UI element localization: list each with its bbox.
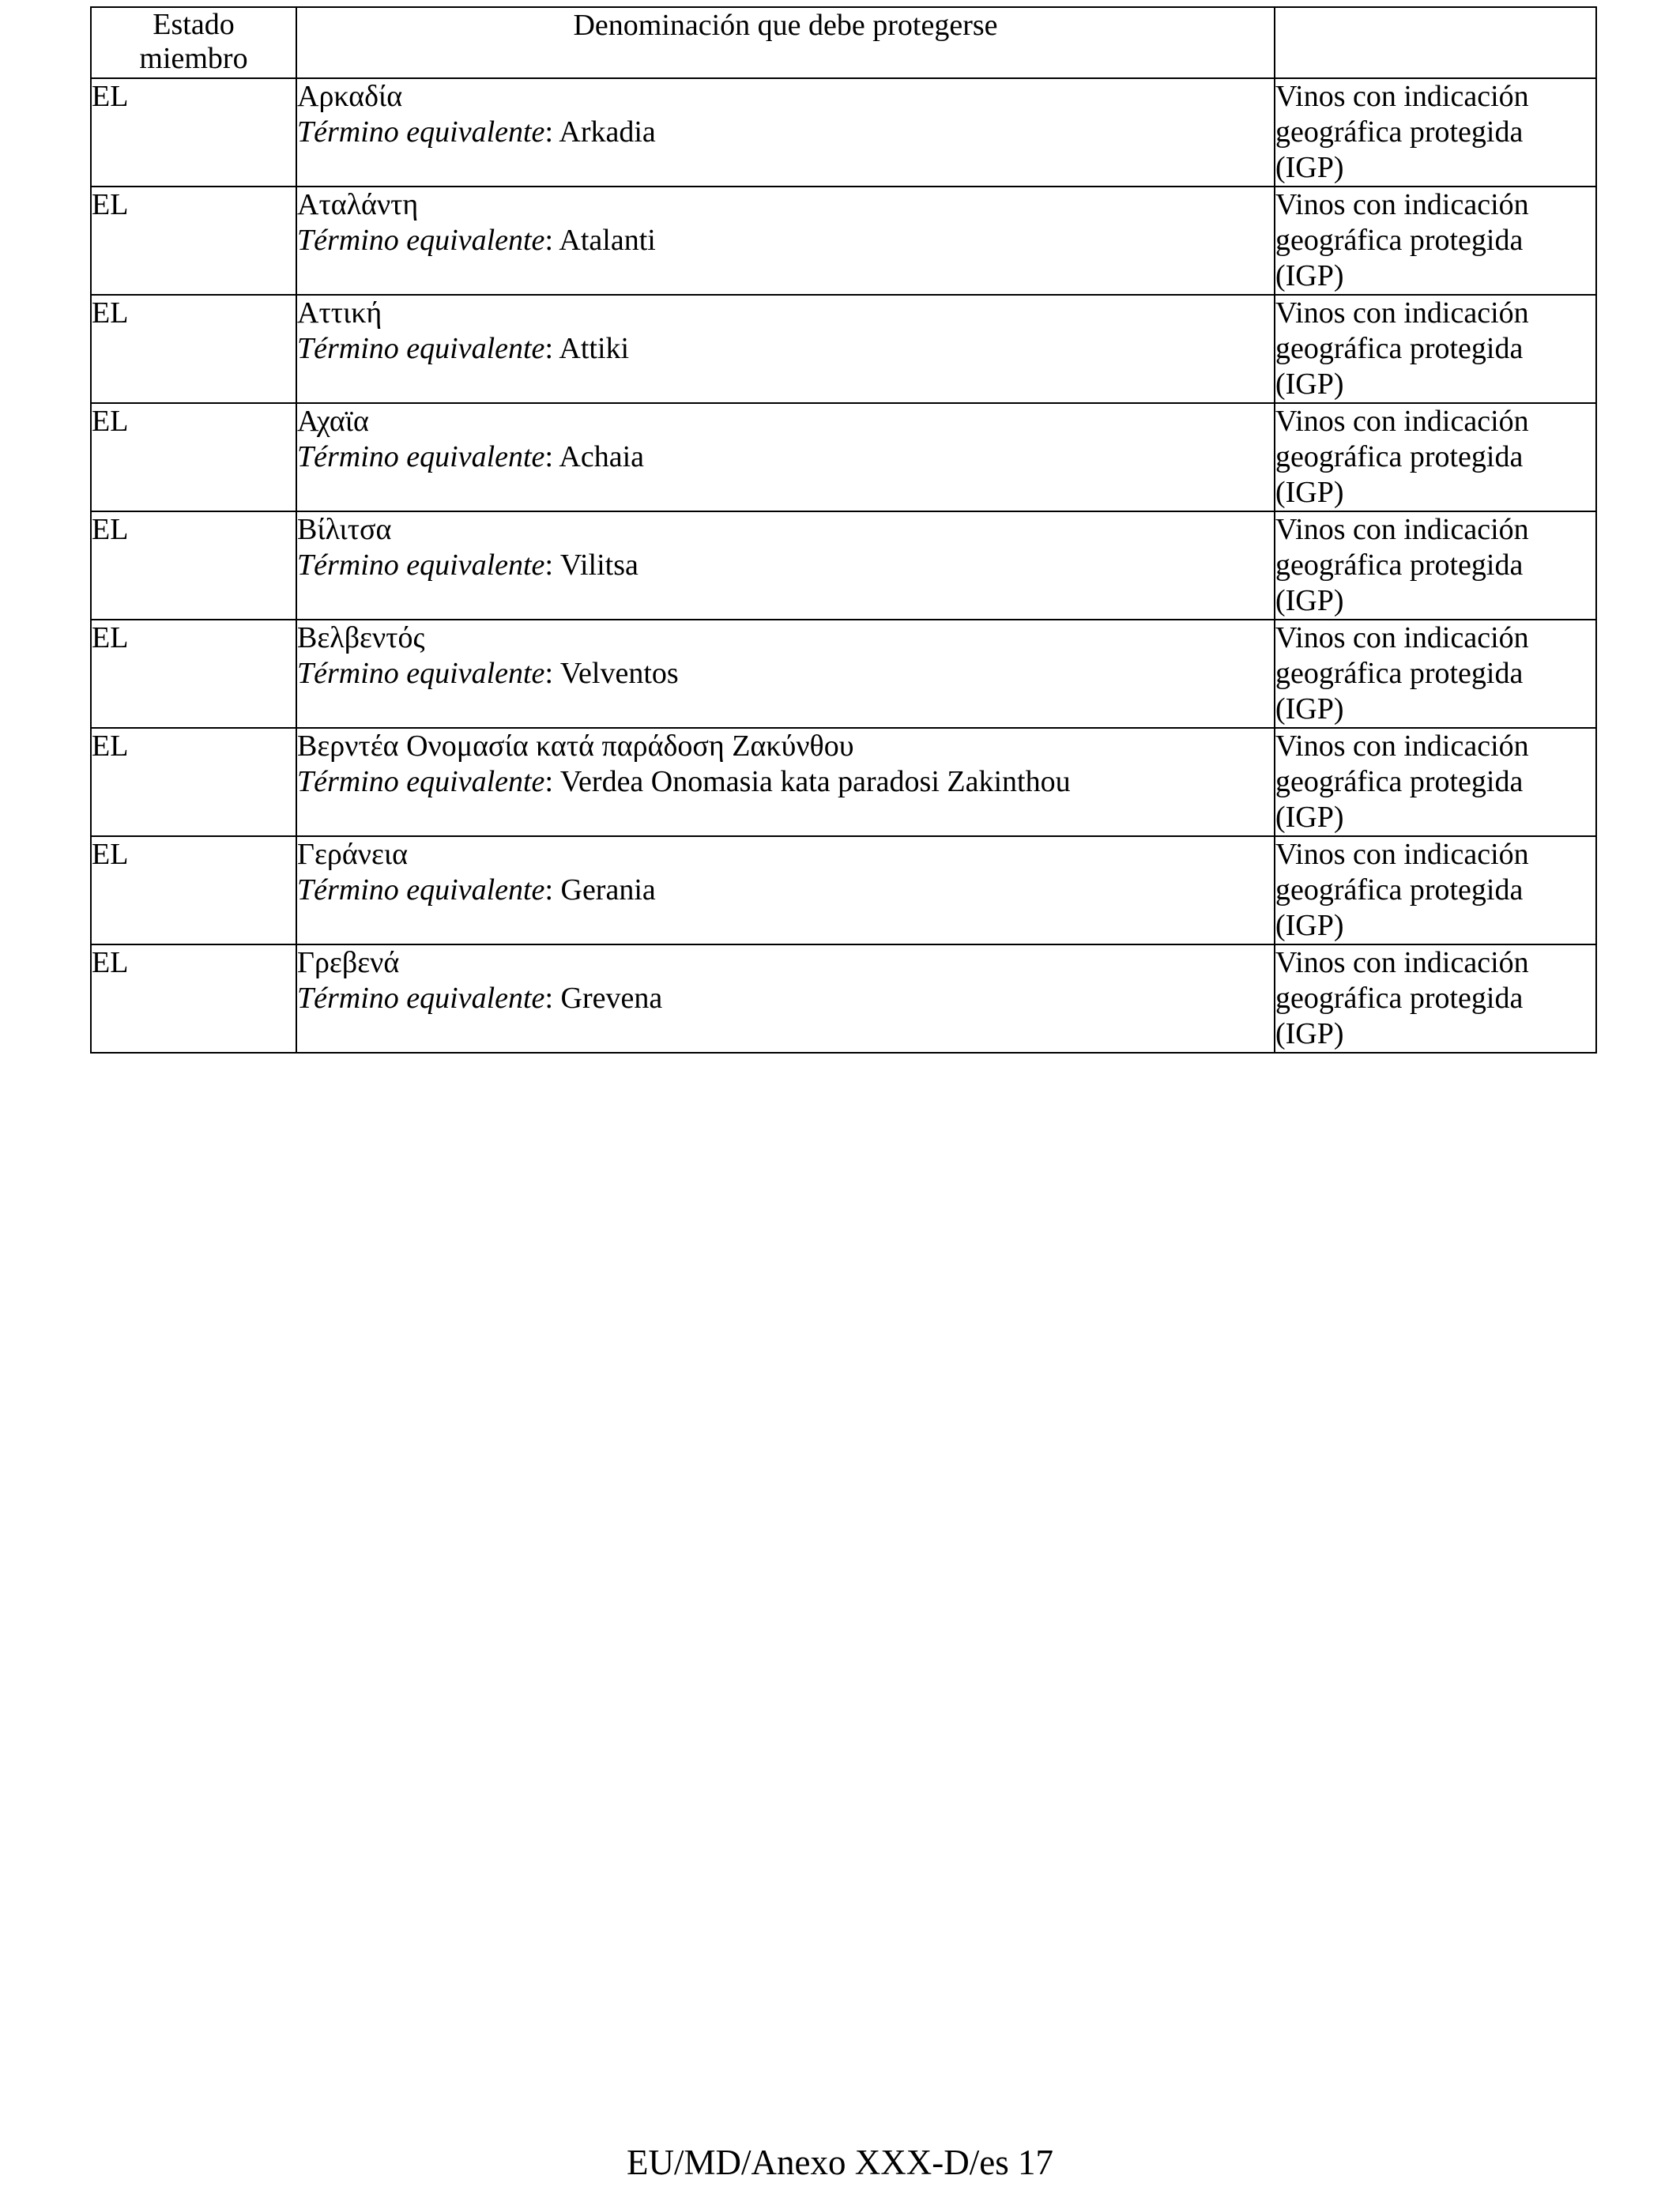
header-state-line2: miembro bbox=[139, 42, 248, 75]
member-state-cell: EL bbox=[91, 78, 296, 187]
denomination-cell bbox=[296, 728, 1275, 836]
greek-name: Αχαϊα bbox=[297, 405, 369, 438]
table-row bbox=[91, 295, 1596, 403]
table-row bbox=[91, 836, 1596, 944]
member-state-cell: EL bbox=[91, 728, 296, 836]
table-row bbox=[91, 944, 1596, 1053]
equivalent-term: Término equivalente: Attiki bbox=[297, 332, 630, 365]
greek-name: Γρεβενά bbox=[297, 946, 400, 979]
product-type-cell: Vinos con indicación geográfica protegida (IGP) bbox=[1275, 728, 1596, 836]
latin-name: Verdea Onomasia kata paradosi Zakinthou bbox=[559, 765, 1071, 798]
equivalent-term-label: Término equivalente bbox=[297, 873, 545, 907]
product-type-cell: Vinos con indicación geográfica protegida (IGP) bbox=[1275, 836, 1596, 944]
table-row bbox=[91, 78, 1596, 187]
table-row bbox=[91, 728, 1596, 836]
product-type-cell: Vinos con indicación geográfica protegida (IGP) bbox=[1275, 187, 1596, 295]
product-type-cell: Vinos con indicación geográfica protegida (IGP) bbox=[1275, 944, 1596, 1053]
equivalent-term-label: Término equivalente bbox=[297, 440, 545, 473]
latin-name: Velventos bbox=[559, 657, 679, 690]
product-type-cell: Vinos con indicación geográfica protegida (IGP) bbox=[1275, 403, 1596, 511]
denomination-cell bbox=[296, 403, 1275, 511]
product-type-cell: Vinos con indicación geográfica protegida (IGP) bbox=[1275, 620, 1596, 728]
header-type bbox=[1275, 7, 1596, 78]
page-footer-reference: EU/MD/Anexo XXX-D/es 17 bbox=[627, 2143, 1053, 2182]
equivalent-term-label: Término equivalente bbox=[297, 765, 545, 798]
table-row bbox=[91, 187, 1596, 295]
equivalent-term-label: Término equivalente bbox=[297, 115, 545, 149]
table-row bbox=[91, 403, 1596, 511]
table-row bbox=[91, 511, 1596, 620]
table-header bbox=[91, 7, 1596, 78]
product-type-cell: Vinos con indicación geográfica protegida (IGP) bbox=[1275, 78, 1596, 187]
greek-name: Αρκαδία bbox=[297, 80, 403, 113]
member-state-cell: EL bbox=[91, 187, 296, 295]
member-state-cell: EL bbox=[91, 511, 296, 620]
protected-names-table bbox=[90, 6, 1597, 1054]
denomination-cell bbox=[296, 295, 1275, 403]
greek-name: Βερντέα Ονομασία κατά παράδοση Ζακύνθου bbox=[297, 729, 854, 763]
latin-name: Arkadia bbox=[559, 115, 656, 149]
equivalent-term: Término equivalente: Grevena bbox=[297, 982, 663, 1015]
latin-name: Grevena bbox=[560, 982, 663, 1015]
member-state-cell: EL bbox=[91, 836, 296, 944]
denomination-cell bbox=[296, 78, 1275, 187]
header-row bbox=[91, 7, 1596, 78]
latin-name: Gerania bbox=[560, 873, 656, 907]
equivalent-term-label: Término equivalente bbox=[297, 332, 545, 365]
table-row bbox=[91, 620, 1596, 728]
equivalent-term-label: Término equivalente bbox=[297, 548, 545, 582]
latin-name: Atalanti bbox=[559, 224, 656, 257]
product-type-cell: Vinos con indicación geográfica protegida (IGP) bbox=[1275, 295, 1596, 403]
equivalent-term-label: Término equivalente bbox=[297, 982, 545, 1015]
equivalent-term: Término equivalente: Verdea Onomasia kata paradosi Zakinthou bbox=[297, 765, 1071, 798]
equivalent-term: Término equivalente: Vilitsa bbox=[297, 548, 638, 582]
equivalent-term: Término equivalente: Velventos bbox=[297, 657, 679, 690]
greek-name: Βίλιτσα bbox=[297, 513, 392, 546]
header-member-state bbox=[91, 7, 296, 78]
greek-name: Βελβεντός bbox=[297, 621, 425, 654]
equivalent-term-label: Término equivalente bbox=[297, 657, 545, 690]
header-state-line1: Estado bbox=[153, 8, 235, 41]
equivalent-term: Término equivalente: Atalanti bbox=[297, 224, 656, 257]
greek-name: Γεράνεια bbox=[297, 838, 409, 871]
member-state-cell: EL bbox=[91, 620, 296, 728]
latin-name: Achaia bbox=[559, 440, 645, 473]
member-state-cell: EL bbox=[91, 295, 296, 403]
denomination-cell bbox=[296, 944, 1275, 1053]
header-denomination: Denominación que debe protegerse bbox=[296, 7, 1275, 78]
equivalent-term-label: Término equivalente bbox=[297, 224, 545, 257]
member-state-cell: EL bbox=[91, 403, 296, 511]
greek-name: Αττική bbox=[297, 296, 382, 330]
member-state-cell: EL bbox=[91, 944, 296, 1053]
latin-name: Vilitsa bbox=[559, 548, 638, 582]
equivalent-term: Término equivalente: Achaia bbox=[297, 440, 645, 473]
denomination-cell bbox=[296, 187, 1275, 295]
product-type-cell: Vinos con indicación geográfica protegida (IGP) bbox=[1275, 511, 1596, 620]
denomination-cell bbox=[296, 620, 1275, 728]
table-body bbox=[91, 78, 1596, 1053]
latin-name: Attiki bbox=[559, 332, 630, 365]
greek-name: Αταλάντη bbox=[297, 188, 419, 221]
equivalent-term: Término equivalente: Gerania bbox=[297, 873, 656, 907]
denomination-cell bbox=[296, 836, 1275, 944]
equivalent-term: Término equivalente: Arkadia bbox=[297, 115, 656, 149]
denomination-cell bbox=[296, 511, 1275, 620]
